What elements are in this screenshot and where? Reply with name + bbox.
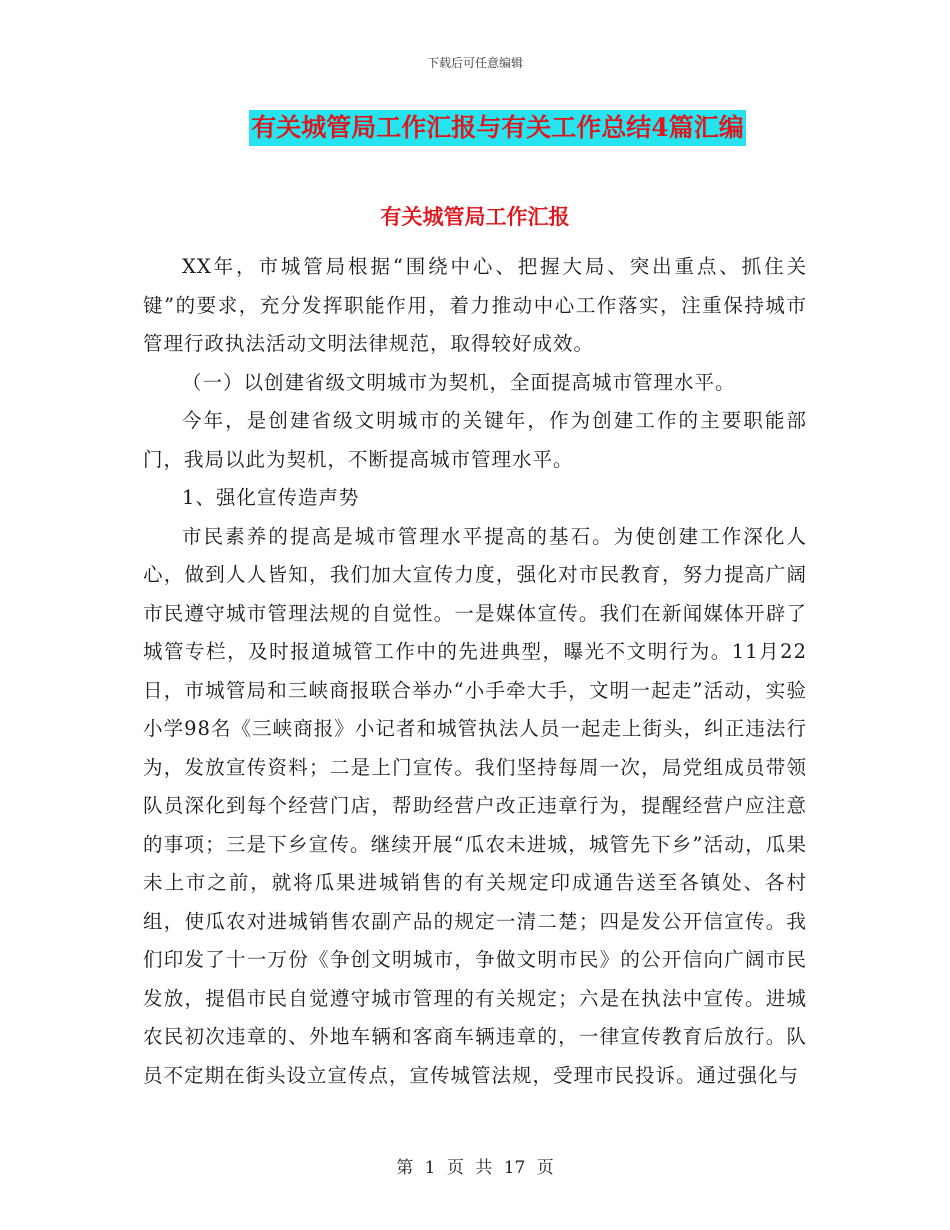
section-title: 有关城管局工作汇报 [380, 204, 570, 229]
header-note: 下载后可任意编辑 [426, 56, 523, 70]
page-footer: 第 1 页 共 17 页 [396, 1158, 554, 1178]
paragraph: （一）以创建省级文明城市为契机，全面提高城市管理水平。 [182, 370, 736, 394]
paragraph: 1、强化宣传造声势 [182, 486, 360, 509]
paragraph: 市民素养的提高是城市管理水平提高的基石。为使创建工作深化人心，做到人人皆知，我们加大宣传力度，强化对市民教育，努力提高广阔市民遵守城市管理法规的自觉性。一是媒体宣传。我们在新闻媒体开辟了城管专栏，及时报道城管工作中的先进典型，曝光不文明行为。11月22日，市城管局和三峡商报联合举办“小手牵大手，文明一起走”活动，实验小学98名《三峡商报》小记者和城管执法人员一起走上街头，纠正违法行为，发放宣传资料；二是上门宣传。我们坚持每周一次，局党组成员带领队员深化到每个经营门店，帮助经营户改正违章行为，提醒经营户应注意的事项；三是下乡宣传。继续开展“瓜农未进城，城管先下乡”活动，瓜果未上市之前，就将瓜果进城销售的有关规定印成通告送至各镇处、各村组，使瓜农对进城销售农副产品的规定一清二楚；四是发公开信宣传。我们印发了十一万份《争创文明城市，争做文明市民》的公开信向广阔市民发放，提倡市民自觉遵守城市管理的有关规定；六是在执法中宣传。进城农民初次违章的、外地车辆和客商车辆违章的，一律宣传教育后放行。队员不定期在街头设立宣传点，宣传城管法规，受理市民投诉。通过强化与 [143, 524, 807, 1087]
document-title: 有关城管局工作汇报与有关工作总结4篇汇编 [249, 110, 745, 146]
document-title-wrapper [0, 110, 950, 146]
paragraph: 今年，是创建省级文明城市的关键年，作为创建工作的主要职能部门，我局以此为契机，不断提高城市管理水平。 [143, 409, 807, 471]
paragraph: XX年，市城管局根据“围绕中心、把握大局、突出重点、抓住关键”的要求，充分发挥职能作用，着力推动中心工作落实，注重保持城市管理行政执法活动文明法律规范，取得较好成效。 [143, 255, 807, 355]
document-body [143, 248, 807, 1095]
